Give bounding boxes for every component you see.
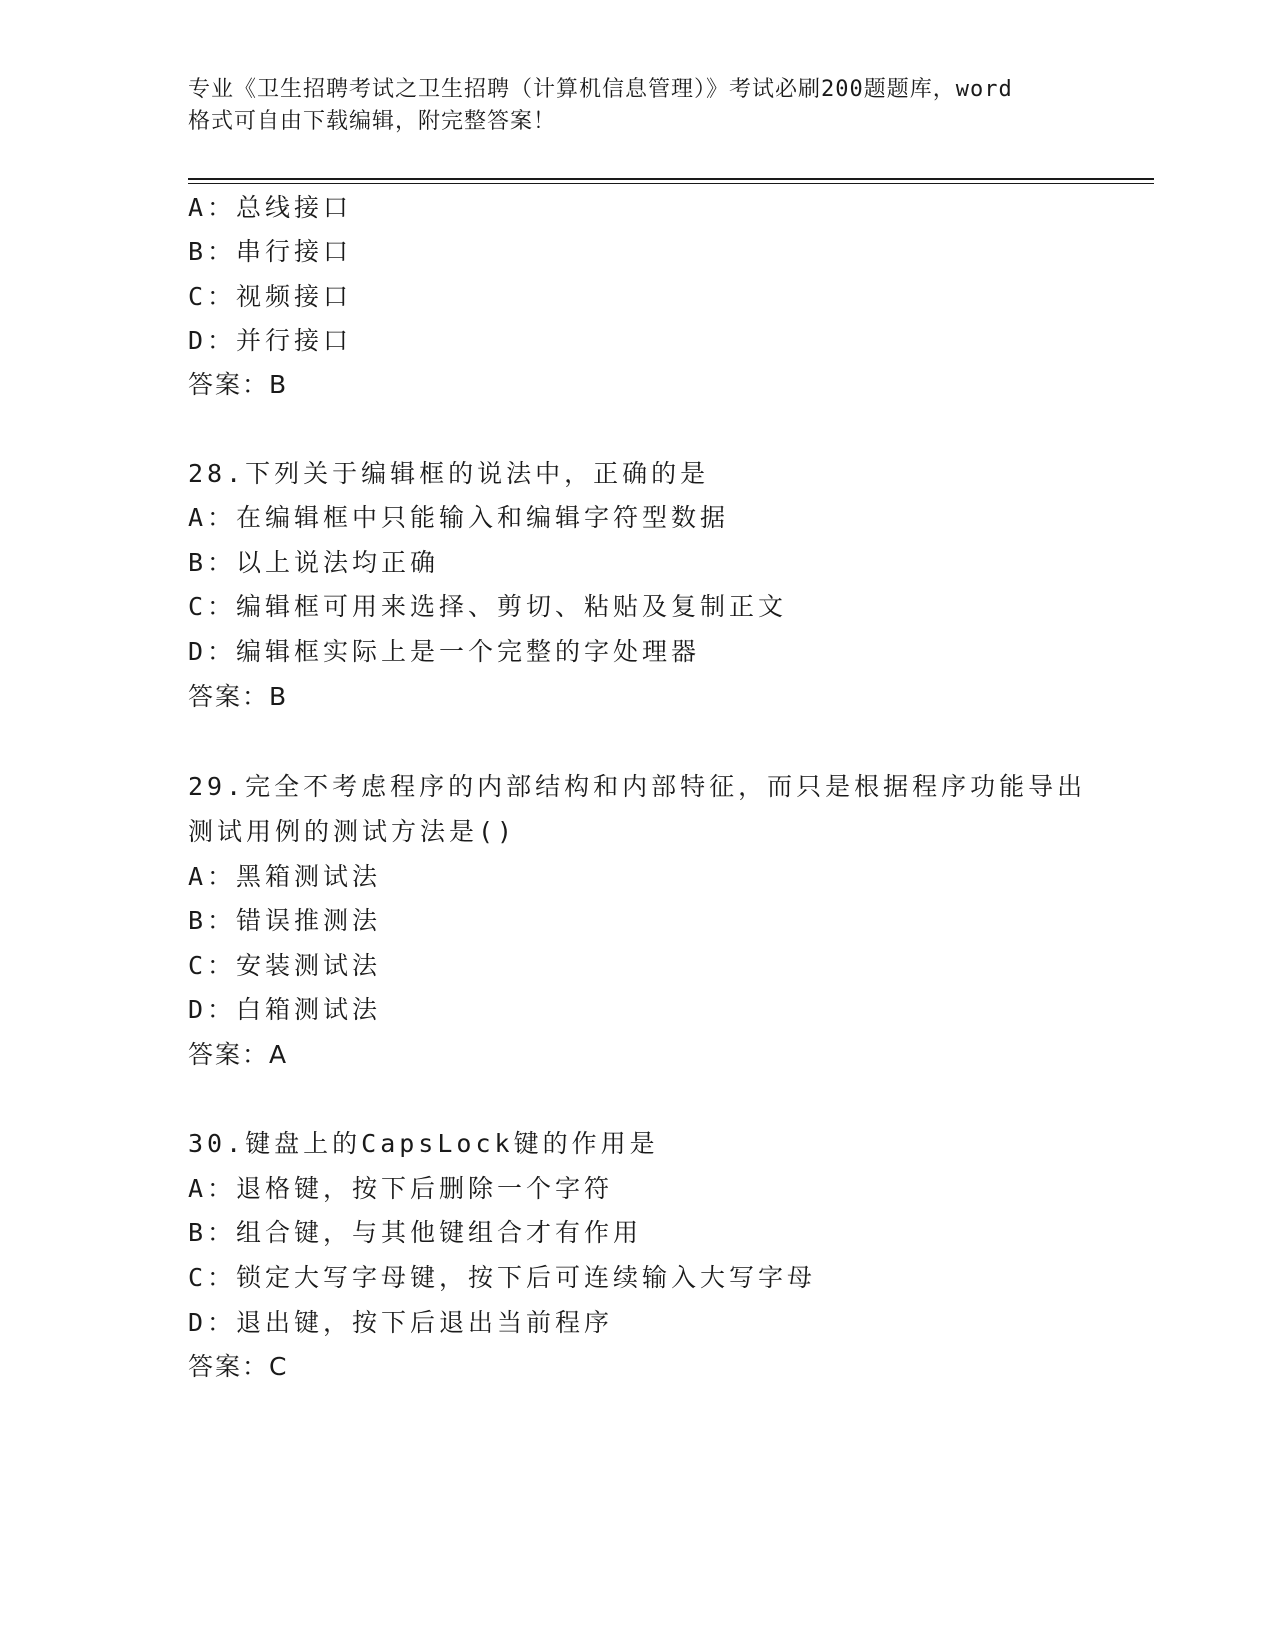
q28-option-d: D：编辑框实际上是一个完整的字处理器	[188, 637, 701, 666]
document-header	[188, 74, 1088, 138]
q27-answer: 答案：B	[188, 370, 289, 399]
q28-answer: 答案：B	[188, 682, 289, 711]
q28-option-b: B：以上说法均正确	[188, 548, 440, 577]
header-line-1: 专业《卫生招聘考试之卫生招聘（计算机信息管理）》考试必刷200题题库，word	[188, 77, 1013, 102]
q30-option-a: A：退格键，按下后删除一个字符	[188, 1174, 614, 1203]
q29-option-b: B：错误推测法	[188, 906, 382, 935]
q30-option-d: D：退出键，按下后退出当前程序	[188, 1308, 614, 1337]
q28-option-c: C：编辑框可用来选择、剪切、粘贴及复制正文	[188, 592, 788, 621]
q29-stem-line-1: 29.完全不考虑程序的内部结构和内部特征，而只是根据程序功能导出	[188, 772, 1087, 801]
q29-answer: 答案：A	[188, 1040, 289, 1069]
header-divider-thin	[188, 183, 1154, 184]
q30-stem: 30.键盘上的CapsLock键的作用是	[188, 1129, 659, 1158]
q27-option-b: B：串行接口	[188, 237, 353, 266]
header-line-2: 格式可自由下载编辑，附完整答案！	[188, 109, 557, 134]
q29-stem-line-2: 测试用例的测试方法是()	[188, 817, 517, 846]
q27-option-a: A：总线接口	[188, 193, 353, 222]
q28-stem: 28.下列关于编辑框的说法中，正确的是	[188, 459, 710, 488]
q29-option-a: A：黑箱测试法	[188, 862, 382, 891]
q29-option-d: D：白箱测试法	[188, 995, 382, 1024]
q27-option-d: D：并行接口	[188, 326, 353, 355]
q28-option-a: A：在编辑框中只能输入和编辑字符型数据	[188, 503, 730, 532]
q27-option-c: C：视频接口	[188, 282, 353, 311]
q30-option-b: B：组合键，与其他键组合才有作用	[188, 1218, 643, 1247]
q30-option-c: C：锁定大写字母键，按下后可连续输入大写字母	[188, 1263, 817, 1292]
header-divider-thick	[188, 178, 1154, 180]
q29-option-c: C：安装测试法	[188, 951, 382, 980]
q30-answer: 答案：C	[188, 1352, 289, 1381]
